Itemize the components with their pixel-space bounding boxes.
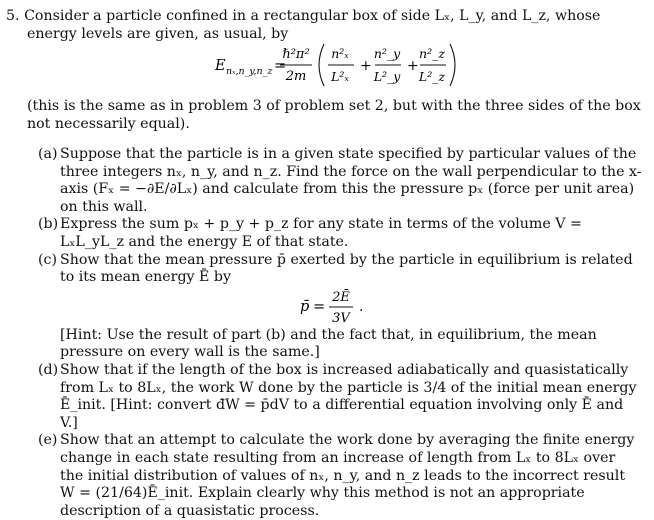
- part-text: Express the sum pₓ + p_y + p_z for any state in terms of the volume V = LₓL_yL_z and the energy E of that state.: [60, 216, 582, 250]
- part-c-hint: [Hint: Use the result of part (b) and the fact that, in equilibrium, the mean pressure on every wall is the same.]: [60, 326, 597, 361]
- eq-prefactor-num: ℏ²π²: [282, 47, 310, 62]
- eq-term-num: n²_z: [419, 46, 445, 61]
- part-text: Show that the mean pressure p̄ exerted by the particle in equilibrium is related to its mean energy Ē by: [60, 251, 633, 286]
- pressure-equation: [38, 287, 642, 327]
- part-e: [38, 432, 642, 520]
- part-c: [38, 252, 642, 287]
- problem-intro: [6, 8, 642, 43]
- eq-term-num: n²ₓ: [331, 46, 349, 61]
- eq-left-paren: [319, 44, 324, 86]
- energy-equation: [0, 40, 654, 90]
- eq-plus: +: [407, 58, 419, 74]
- pressure-equation-svg: [38, 287, 642, 327]
- intro-text: Consider a particle confined in a rectangular box of side Lₓ, L_y, and L_z, whose energy levels are given, as usual, by: [24, 8, 601, 42]
- part-label: (c): [38, 251, 58, 268]
- eq-term-den: L²ₓ: [331, 69, 349, 84]
- part-a: [38, 146, 642, 216]
- peq-trail: .: [359, 298, 364, 315]
- part-text: Suppose that the particle is in a given state specified by particular values of the three integers nₓ, n_y, and n_z. Find the force on the wall perpendicular to the x-axis (Fₓ = −∂E/∂Lₓ) and calculate from this the pressure pₓ (force per unit area) on this wall.: [60, 146, 642, 215]
- part-d: [38, 362, 642, 432]
- problem-note: (this is the same as in problem 3 of problem set 2, but with the three sides of the box not necessarily equal).: [27, 98, 641, 132]
- eq-lhs: E: [215, 58, 226, 74]
- eq-plus: +: [360, 58, 372, 74]
- eq-prefactor-den: 2m: [285, 69, 307, 84]
- eq-term-den: L²_z: [418, 69, 446, 84]
- part-label: (b): [38, 216, 59, 233]
- peq-den: 3V: [332, 310, 350, 326]
- part-label: (e): [38, 432, 58, 449]
- part-text: Show that an attempt to calculate the work done by averaging the finite energy change in each state resulting from an increase of length from Lₓ to 8Lₓ over the initial distribution of values of nₓ, n_y, and n_z leads to the incorrect result W = (21/64)Ē_init. Explain clearly why this method is not an appropriate description of a quasistatic process.: [60, 432, 635, 519]
- part-label: (a): [38, 146, 58, 162]
- peq-num: 2Ē: [332, 289, 350, 305]
- eq-term-den: L²_y: [373, 69, 401, 84]
- eq-right-paren: [450, 44, 455, 86]
- eq-equals: =: [274, 58, 287, 74]
- eq-term-num: n²_y: [373, 46, 401, 61]
- eq-lhs-sub: nₓ,n_y,n_z: [226, 66, 273, 77]
- part-text: Show that if the length of the box is increased adiabatically and quasistatically from Lₓ to 8Lₓ, the work W done by the particle is 3/4 of the initial mean energy Ē_init. [Hint: convert đW = p̄dV to a differential equation involving only Ē and V.]: [60, 361, 637, 431]
- part-b: [38, 216, 642, 251]
- part-label: (d): [38, 361, 59, 378]
- parts-list: [38, 146, 642, 520]
- peq-lhs: p̄: [300, 298, 310, 315]
- peq-equals: =: [313, 298, 326, 315]
- problem-number: 5.: [6, 8, 20, 24]
- energy-equation-svg: [0, 40, 654, 90]
